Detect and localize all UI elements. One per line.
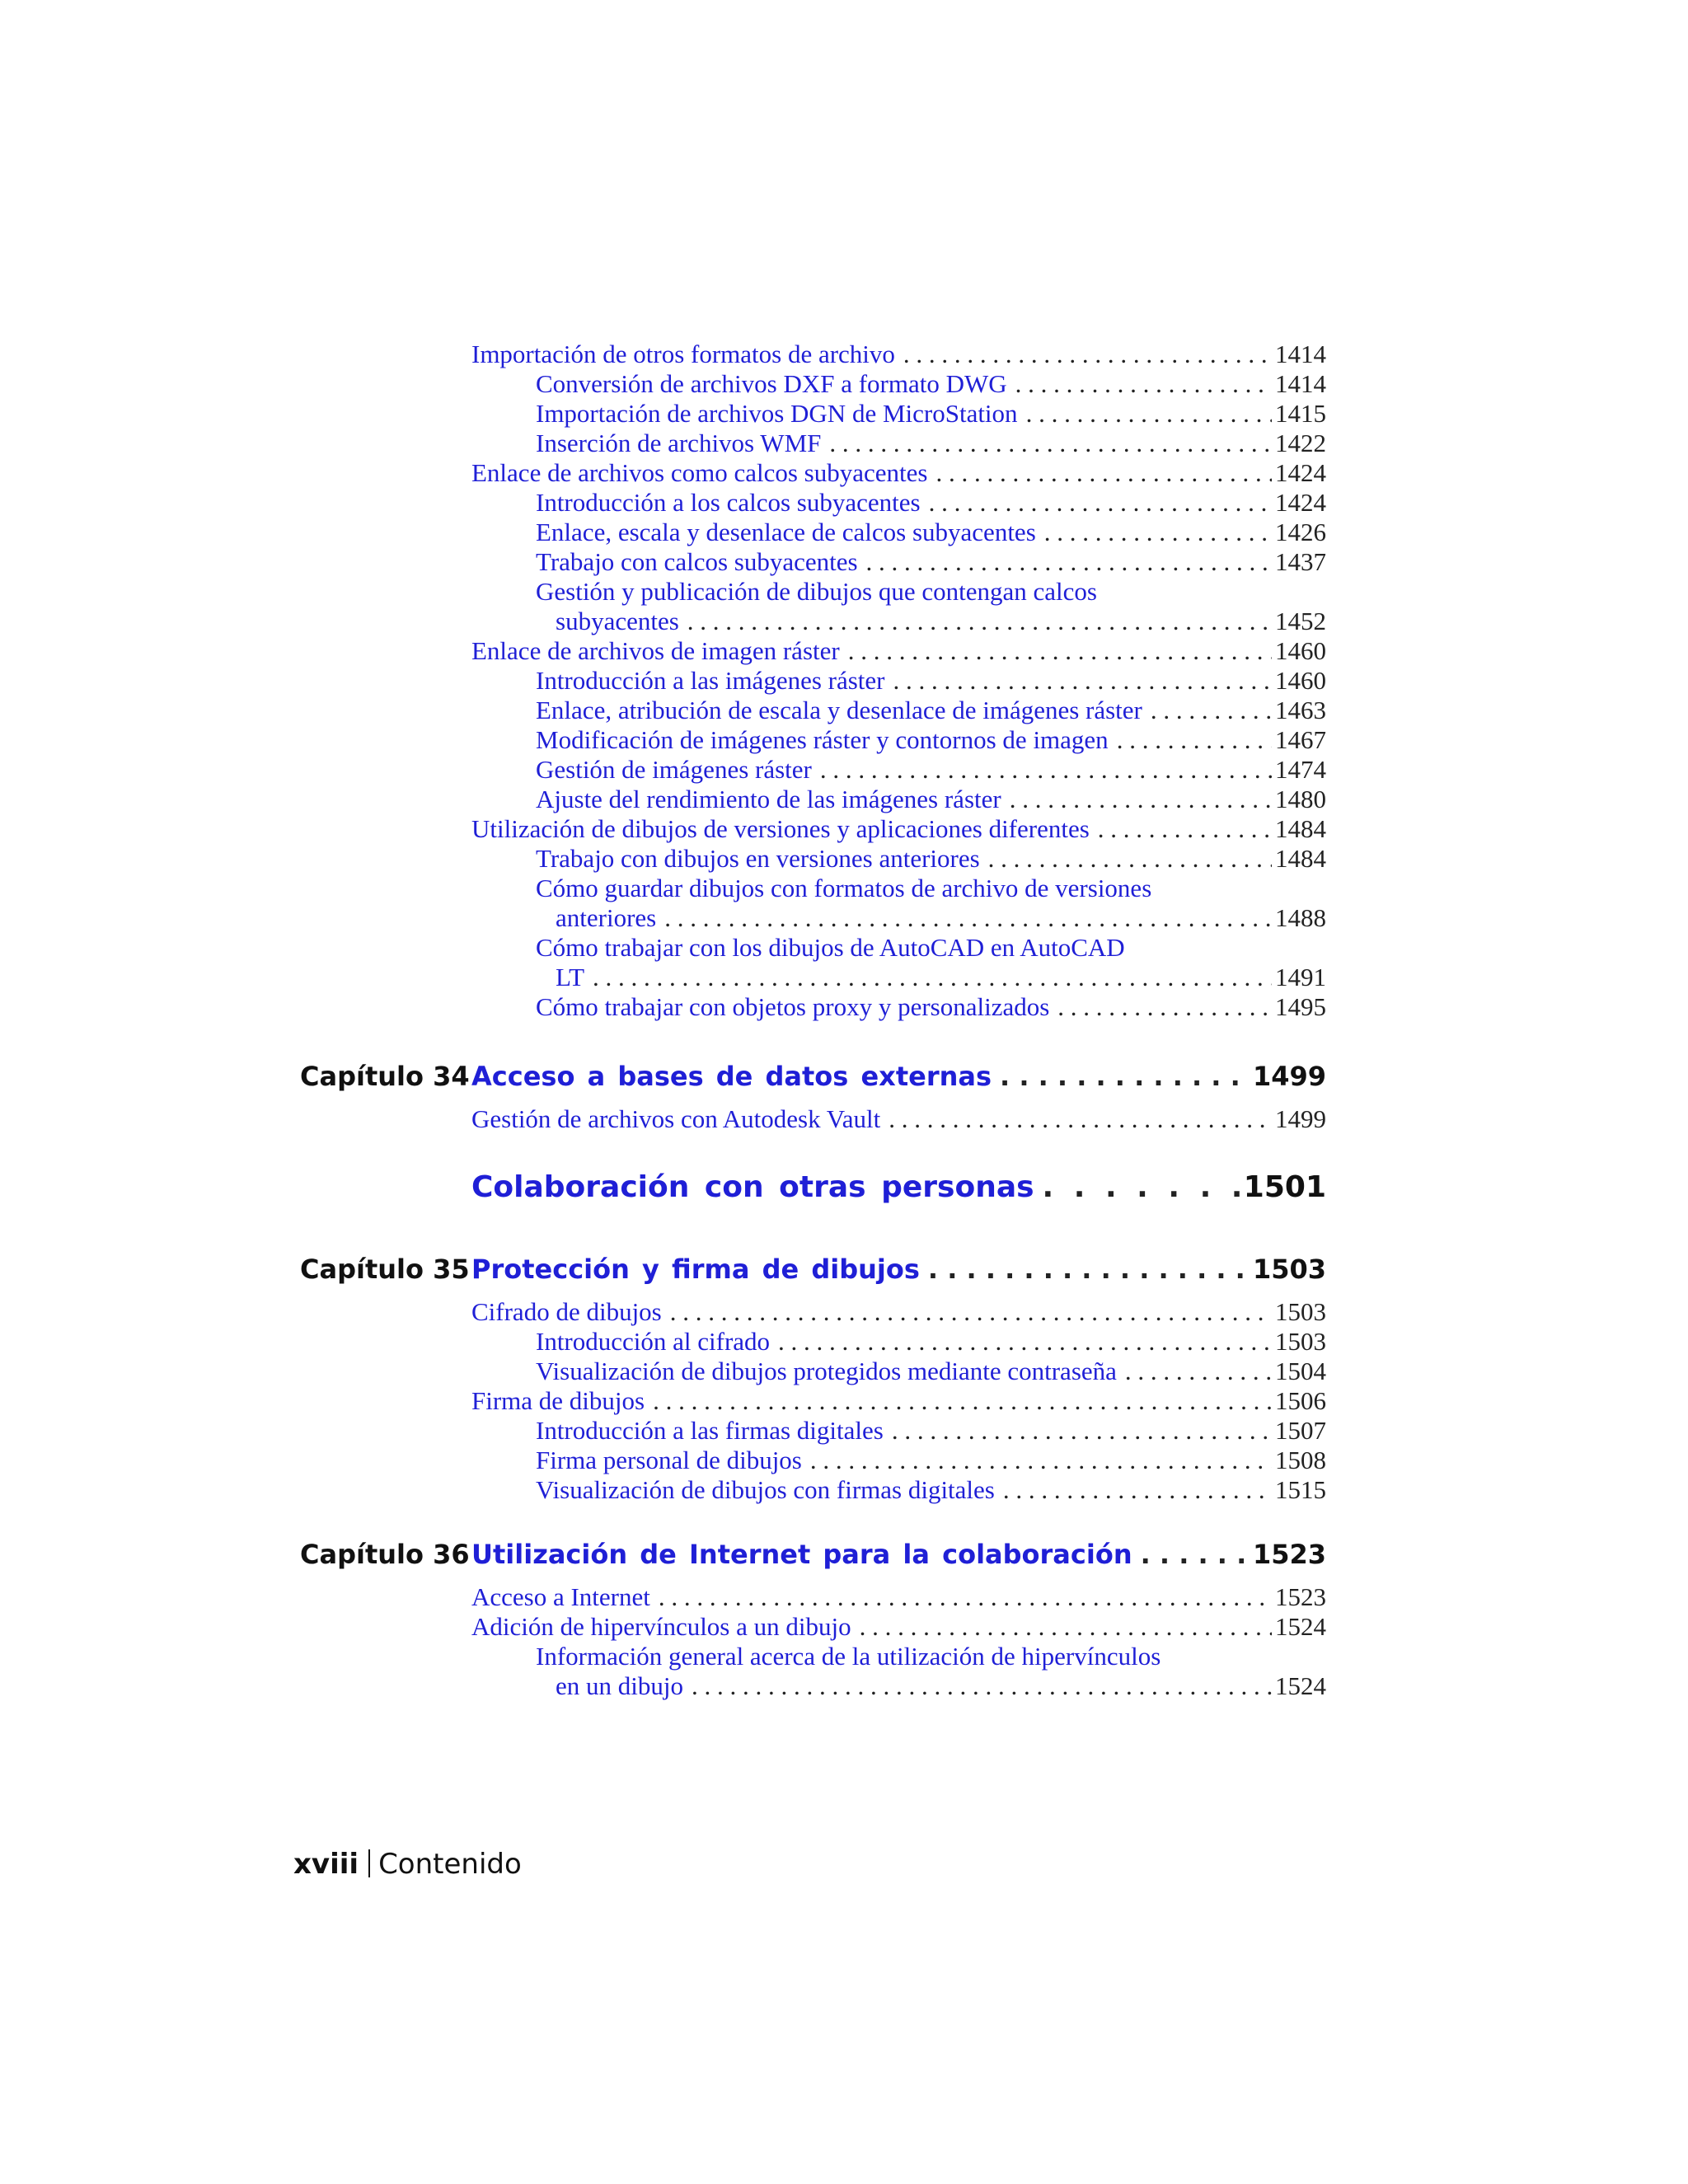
toc-entry[interactable]: [536, 1327, 1326, 1357]
toc-entry[interactable]: [536, 992, 1326, 1022]
toc-entry-page: 1480: [1275, 785, 1326, 813]
dot-leader: [921, 488, 1272, 518]
toc-entry-page: 1495: [1275, 992, 1326, 1021]
dot-leader: [1090, 814, 1272, 844]
chapter-heading[interactable]: [300, 1251, 1326, 1287]
toc-entry[interactable]: [556, 1671, 1326, 1701]
toc-entry[interactable]: [536, 1416, 1326, 1446]
toc-entry-page: 1415: [1275, 399, 1326, 428]
toc-entry-title[interactable]: Utilización de dibujos de versiones y aplicaciones diferentes: [471, 814, 1090, 843]
toc-entry-title[interactable]: Ajuste del rendimiento de las imágenes ráster: [536, 785, 1001, 813]
toc-entry-page: 1524: [1275, 1671, 1326, 1700]
toc-entry[interactable]: [536, 429, 1326, 458]
footer-separator: [368, 1849, 370, 1877]
toc-entry-title[interactable]: Cómo trabajar con objetos proxy y personalizados: [536, 992, 1050, 1021]
toc-entry-title[interactable]: Enlace, escala y desenlace de calcos subyacentes: [536, 518, 1036, 546]
dot-leader: [1001, 785, 1272, 814]
chapter-page: 1523: [1252, 1539, 1326, 1570]
toc-entry-page: 1437: [1275, 547, 1326, 576]
toc-entry-page: 1467: [1275, 725, 1326, 754]
dot-leader: [821, 429, 1272, 458]
dot-leader: [840, 636, 1272, 666]
toc-entry-page: 1491: [1275, 963, 1326, 991]
chapter-label: Capítulo 35: [300, 1254, 470, 1285]
toc-entry-title[interactable]: Visualización de dibujos con firmas digitales: [536, 1475, 995, 1504]
toc-entry[interactable]: [471, 1612, 1326, 1642]
toc-entry[interactable]: [536, 518, 1326, 547]
toc-entry-page: 1424: [1275, 488, 1326, 517]
toc-entry-title[interactable]: Introducción a las imágenes ráster: [536, 666, 885, 695]
toc-entry-page: 1524: [1275, 1612, 1326, 1641]
dot-leader: [683, 1671, 1272, 1701]
toc-entry[interactable]: [536, 1446, 1326, 1475]
dot-leader: [885, 666, 1273, 696]
chapter-heading[interactable]: [300, 1058, 1326, 1094]
chapter-title[interactable]: Acceso a bases de datos externas: [471, 1061, 992, 1092]
toc-entry[interactable]: [536, 785, 1326, 814]
toc-entry-title[interactable]: Visualización de dibujos protegidos mediante contraseña: [536, 1357, 1117, 1385]
dot-leader: [992, 1058, 1250, 1094]
dot-leader: [802, 1446, 1272, 1475]
toc-entry[interactable]: [471, 814, 1326, 844]
toc-entry[interactable]: [536, 755, 1326, 785]
toc-entry-page: 1503: [1275, 1327, 1326, 1356]
toc-entry-title[interactable]: Acceso a Internet: [471, 1582, 650, 1611]
toc-entry[interactable]: [536, 547, 1326, 577]
part-heading[interactable]: [471, 1167, 1326, 1208]
toc-entry-page: 1460: [1275, 636, 1326, 665]
toc-entry[interactable]: [471, 636, 1326, 666]
toc-entry-page: 1452: [1275, 607, 1326, 635]
toc-entry-page: 1515: [1275, 1475, 1326, 1504]
toc-entry-page: 1503: [1275, 1297, 1326, 1326]
toc-entry[interactable]: [556, 607, 1326, 636]
toc-entry-title[interactable]: Adición de hipervínculos a un dibujo: [471, 1612, 851, 1641]
chapter-page: 1503: [1252, 1254, 1326, 1285]
toc-entry-title[interactable]: Enlace, atribución de escala y desenlace de imágenes ráster: [536, 696, 1142, 724]
dot-leader: [1109, 725, 1272, 755]
dot-leader: [920, 1251, 1250, 1287]
dot-leader: [880, 1104, 1272, 1134]
toc-entry[interactable]: [471, 1297, 1326, 1327]
toc-entry-title-cont[interactable]: LT: [556, 963, 585, 991]
toc-entry[interactable]: [536, 1475, 1326, 1505]
toc-entry-title[interactable]: Cómo guardar dibujos con formatos de archivo de versiones: [536, 874, 1152, 902]
toc-entry-page: 1484: [1275, 844, 1326, 873]
toc-entry-page: 1426: [1275, 518, 1326, 546]
toc-entry-title[interactable]: Introducción a las firmas digitales: [536, 1416, 884, 1445]
dot-leader: [645, 1386, 1272, 1416]
toc-entry[interactable]: [536, 399, 1326, 429]
dot-leader: [858, 547, 1272, 577]
dot-leader: [995, 1475, 1272, 1505]
toc-entry-page: 1422: [1275, 429, 1326, 457]
dot-leader: [1034, 1167, 1240, 1208]
dot-leader: [884, 1416, 1272, 1446]
dot-leader: [1132, 1536, 1250, 1572]
toc-entry[interactable]: [471, 458, 1326, 488]
toc-entry-title-cont[interactable]: subyacentes: [556, 607, 679, 635]
toc-entry[interactable]: [556, 903, 1326, 933]
toc-entry-title-cont[interactable]: en un dibujo: [556, 1671, 683, 1700]
toc-entry[interactable]: [536, 369, 1326, 399]
dot-leader: [770, 1327, 1272, 1357]
dot-leader: [851, 1612, 1272, 1642]
part-page: 1501: [1243, 1170, 1326, 1204]
toc-entry-title[interactable]: Trabajo con calcos subyacentes: [536, 547, 858, 576]
toc-entry-page: 1504: [1275, 1357, 1326, 1385]
chapter-title[interactable]: Protección y firma de dibujos: [471, 1254, 920, 1285]
chapter-heading[interactable]: [300, 1536, 1326, 1572]
dot-leader: [1036, 518, 1272, 547]
toc-entry-title[interactable]: Importación de otros formatos de archivo: [471, 340, 895, 368]
dot-leader: [980, 844, 1272, 874]
toc-entry-title[interactable]: Trabajo con dibujos en versiones anteriores: [536, 844, 980, 873]
toc-entry-page: 1414: [1275, 340, 1326, 368]
toc-entry-title[interactable]: Gestión y publicación de dibujos que contengan calcos: [536, 577, 1097, 606]
toc-entry-page: 1523: [1275, 1582, 1326, 1611]
chapter-label: Capítulo 36: [300, 1539, 470, 1570]
toc-entry-page: 1460: [1275, 666, 1326, 695]
dot-leader: [927, 458, 1272, 488]
toc-entry-page: 1506: [1275, 1386, 1326, 1415]
dot-leader: [895, 340, 1272, 369]
toc-entry-title-cont[interactable]: anteriores: [556, 903, 657, 932]
toc-entry-title[interactable]: Enlace de archivos de imagen ráster: [471, 636, 840, 665]
chapter-page: 1499: [1252, 1061, 1326, 1092]
toc-entry[interactable]: [536, 696, 1326, 725]
toc-entry-page: 1508: [1275, 1446, 1326, 1474]
toc-entry-title[interactable]: Gestión de archivos con Autodesk Vault: [471, 1104, 881, 1133]
toc-entry-title[interactable]: Enlace de archivos como calcos subyacentes: [471, 458, 928, 487]
toc-entry-page: 1474: [1275, 755, 1326, 784]
toc-entry-title[interactable]: Gestión de imágenes ráster: [536, 755, 812, 784]
toc-entry-title[interactable]: Conversión de archivos DXF a formato DWG: [536, 369, 1007, 398]
toc-entry-title[interactable]: Modificación de imágenes ráster y contornos de imagen: [536, 725, 1109, 754]
toc-entry-page: 1507: [1275, 1416, 1326, 1445]
dot-leader: [812, 755, 1272, 785]
toc-entry-title[interactable]: Introducción al cifrado: [536, 1327, 771, 1356]
toc-entry[interactable]: [536, 488, 1326, 518]
toc-entry-page: 1414: [1275, 369, 1326, 398]
toc-entry-page: 1488: [1275, 903, 1326, 932]
dot-leader: [584, 963, 1272, 992]
toc-entry-title[interactable]: Introducción a los calcos subyacentes: [536, 488, 921, 517]
toc-entry[interactable]: [536, 666, 1326, 696]
dot-leader: [662, 1297, 1272, 1327]
toc-entry[interactable]: [536, 725, 1326, 755]
chapter-title[interactable]: Utilización de Internet para la colaboración: [471, 1539, 1132, 1570]
page-footer: [293, 1848, 522, 1881]
toc-entry[interactable]: [471, 1582, 1326, 1612]
toc-entry-page: 1424: [1275, 458, 1326, 487]
dot-leader: [1007, 369, 1272, 399]
dot-leader: [1117, 1357, 1272, 1386]
dot-leader: [656, 903, 1272, 933]
toc-entry[interactable]: [556, 963, 1326, 992]
toc-entry[interactable]: [536, 1357, 1326, 1386]
toc-entry[interactable]: [471, 340, 1326, 369]
chapter-label: Capítulo 34: [300, 1061, 470, 1092]
dot-leader: [1018, 399, 1272, 429]
toc-entry-title[interactable]: Inserción de archivos WMF: [536, 429, 822, 457]
toc-entry-page: 1463: [1275, 696, 1326, 724]
toc-entry-title[interactable]: Información general acerca de la utilización de hipervínculos: [536, 1642, 1161, 1671]
toc-entry-page: 1499: [1275, 1104, 1326, 1133]
dot-leader: [1142, 696, 1272, 725]
dot-leader: [679, 607, 1272, 636]
toc-entry[interactable]: [536, 844, 1326, 874]
part-title[interactable]: Colaboración con otras personas: [471, 1170, 1034, 1204]
toc-entry-title[interactable]: Cómo trabajar con los dibujos de AutoCAD en AutoCAD: [536, 933, 1125, 962]
toc-entry-title[interactable]: Importación de archivos DGN de MicroStation: [536, 399, 1018, 428]
toc-entry-title[interactable]: Cifrado de dibujos: [471, 1297, 662, 1326]
toc-entry-title[interactable]: Firma personal de dibujos: [536, 1446, 802, 1474]
toc-entry-page: 1484: [1275, 814, 1326, 843]
dot-leader: [650, 1582, 1272, 1612]
toc-entry[interactable]: [471, 1386, 1326, 1416]
footer-section: Contenido: [378, 1848, 522, 1881]
footer-page-number: xviii: [293, 1848, 359, 1881]
toc-entry[interactable]: [471, 1104, 1326, 1134]
toc-entry-title[interactable]: Firma de dibujos: [471, 1386, 645, 1415]
dot-leader: [1049, 992, 1272, 1022]
